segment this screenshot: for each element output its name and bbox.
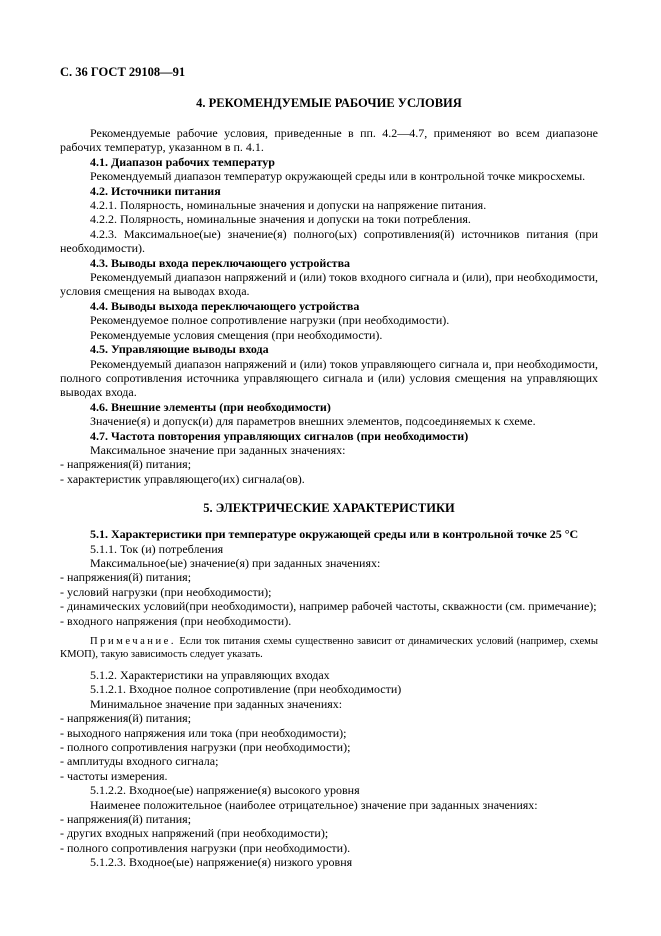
- list-item: - выходного напряжения или тока (при необходимости);: [60, 725, 347, 740]
- clause-4-1-title: 4.1. Диапазон рабочих температур: [90, 154, 275, 169]
- list-item: - частоты измерения.: [60, 768, 168, 783]
- clause-5-1-1-text: Максимальное(ые) значение(я) при заданных значениях:: [90, 555, 381, 570]
- note-text: Если ток питания схемы существенно зависит от динамических условий (например, схемы КМОП), такую зависимость следует указать.: [60, 636, 598, 660]
- clause-4-2-3: 4.2.3. Максимальное(ые) значение(я) полного(ых) сопротивления(й) источников питания (при необходимости).: [60, 226, 598, 256]
- list-item: - напряжения(й) питания;: [60, 711, 192, 726]
- clause-4-2-title: 4.2. Источники питания: [90, 183, 221, 198]
- section-4-intro: Рекомендуемые рабочие условия, приведенные в пп. 4.2—4.7, применяют во всем диапазоне рабочих температур, указанном в п. 4.1.: [60, 126, 598, 155]
- list-item: - характеристик управляющего(их) сигнала(ов).: [60, 471, 305, 486]
- clause-4-3-title: 4.3. Выводы входа переключающего устройства: [90, 255, 351, 270]
- clause-5-1-2-3: 5.1.2.3. Входное(ые) напряжение(я) низкого уровня: [90, 855, 353, 870]
- list-item: - условий нагрузки (при необходимости);: [60, 584, 272, 599]
- clause-4-5-title: 4.5. Управляющие выводы входа: [90, 342, 269, 357]
- clause-4-4-title: 4.4. Выводы выхода переключающего устройства: [90, 298, 360, 313]
- section-5-title: 5. ЭЛЕКТРИЧЕСКИЕ ХАРАКТЕРИСТИКИ: [203, 501, 455, 516]
- note-label: Примечание.: [90, 636, 176, 647]
- list-item: - напряжения(й) питания;: [60, 812, 192, 827]
- list-item: - полного сопротивления нагрузки (при необходимости);: [60, 740, 351, 755]
- clause-5-1-title: 5.1. Характеристики при температуре окружающей среды или в контрольной точке 25 °С: [90, 527, 579, 542]
- list-item: - динамических условий(при необходимости), например рабочей частоты, скважности (см. примечание);: [60, 599, 597, 614]
- list-item: - полного сопротивления нагрузки (при необходимости).: [60, 840, 351, 855]
- list-item: - входного напряжения (при необходимости).: [60, 613, 292, 628]
- page-content: [60, 96, 598, 870]
- clause-4-5-text: Рекомендуемый диапазон напряжений и (или) токов управляющего сигнала и, при необходимости, полного сопротивления источника управляющего сигнала и (или) условия смещения на управляющих выводах входа.: [60, 356, 598, 400]
- note: [60, 635, 598, 661]
- clause-4-4-text-1: Рекомендуемое полное сопротивление нагрузки (при необходимости).: [90, 313, 450, 328]
- clause-4-2-2: 4.2.2. Полярность, номинальные значения и допуски на токи потребления.: [90, 212, 471, 227]
- clause-5-1-2-1: 5.1.2.1. Входное полное сопротивление (при необходимости): [90, 682, 402, 697]
- list-item: - напряжения(й) питания;: [60, 457, 192, 472]
- clause-4-7-title: 4.7. Частота повторения управляющих сигналов (при необходимости): [90, 428, 469, 443]
- clause-4-3-text: Рекомендуемый диапазон напряжений и (или) токов входного сигнала и (или), при необходимости, условия смещения на выводах входа.: [60, 270, 598, 299]
- section-4-title: 4. РЕКОМЕНДУЕМЫЕ РАБОЧИЕ УСЛОВИЯ: [196, 96, 462, 110]
- clause-5-1-2-2: 5.1.2.2. Входное(ые) напряжение(я) высокого уровня: [90, 783, 360, 798]
- clause-5-1-2: 5.1.2. Характеристики на управляющих входах: [90, 668, 330, 682]
- clause-4-1-text: Рекомендуемый диапазон температур окружающей среды или в контрольной точке микросхемы.: [90, 169, 586, 184]
- clause-4-4-text-2: Рекомендуемые условия смещения (при необходимости).: [90, 327, 383, 342]
- clause-5-1-1: 5.1.1. Ток (и) потребления: [90, 541, 224, 556]
- page-header: С. 36 ГОСТ 29108—91: [60, 65, 186, 79]
- list-item: - других входных напряжений (при необходимости);: [60, 826, 329, 841]
- list-item: - напряжения(й) питания;: [60, 570, 192, 585]
- clause-4-7-text: Максимальное значение при заданных значениях:: [90, 442, 346, 457]
- clause-4-2-1: 4.2.1. Полярность, номинальные значения и допуски на напряжение питания.: [90, 198, 487, 213]
- clause-5-1-2-2-text: Наименее положительное (наиболее отрицательное) значение при заданных значениях:: [90, 797, 538, 812]
- clause-5-1-2-1-text: Минимальное значение при заданных значениях:: [90, 696, 343, 711]
- clause-4-6-title: 4.6. Внешние элементы (при необходимости): [90, 399, 331, 414]
- list-item: - амплитуды входного сигнала;: [60, 754, 219, 769]
- clause-4-6-text: Значение(я) и допуск(и) для параметров внешних элементов, подсоединяемых к схеме.: [90, 414, 536, 429]
